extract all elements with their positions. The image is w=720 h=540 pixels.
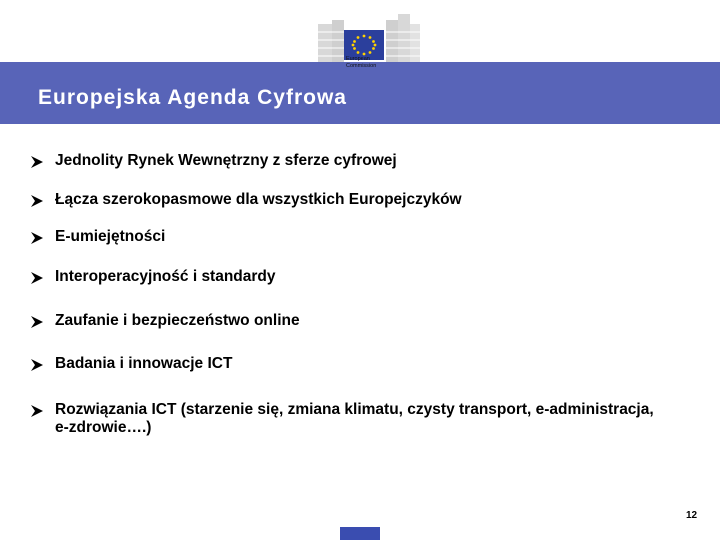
- logo-caption-line1: European: [346, 56, 370, 62]
- bullet-text: Jednolity Rynek Wewnętrzny z sferze cyfrowej: [55, 152, 397, 169]
- bullet-text: Badania i innowacje ICT: [55, 355, 233, 372]
- bullet-item: [31, 228, 165, 246]
- bullet-text: Zaufanie i bezpieczeństwo online: [55, 312, 300, 329]
- logo-caption: [346, 56, 376, 70]
- logo-caption-line2: Commission: [346, 63, 377, 69]
- bullet-text: E-umiejętności: [55, 228, 166, 245]
- bullet-text: Rozwiązania ICT (starzenie się, zmiana klimatu, czysty transport, e-administracja, e-zdrowie….): [55, 401, 654, 436]
- footer-bar: [340, 527, 380, 540]
- arrow-bullet-icon: [31, 359, 43, 371]
- page-number: 12: [686, 510, 698, 521]
- arrow-bullet-icon: [31, 405, 43, 417]
- arrow-bullet-icon: [31, 156, 43, 168]
- bullet-item: [31, 152, 397, 170]
- arrow-bullet-icon: [31, 195, 43, 207]
- bullet-item: [31, 355, 232, 373]
- page-title: Europejska Agenda Cyfrowa: [38, 86, 347, 109]
- arrow-bullet-icon: [31, 232, 43, 244]
- arrow-bullet-icon: [31, 316, 43, 328]
- bullet-item: [31, 312, 300, 330]
- bullet-text: Łącza szerokopasmowe dla wszystkich Europejczyków: [55, 191, 462, 208]
- bullet-item: [31, 401, 655, 437]
- bullet-item: [31, 191, 462, 209]
- arrow-bullet-icon: [31, 272, 43, 284]
- bullet-text: Interoperacyjność i standardy: [55, 268, 276, 285]
- bullet-item: [31, 268, 276, 286]
